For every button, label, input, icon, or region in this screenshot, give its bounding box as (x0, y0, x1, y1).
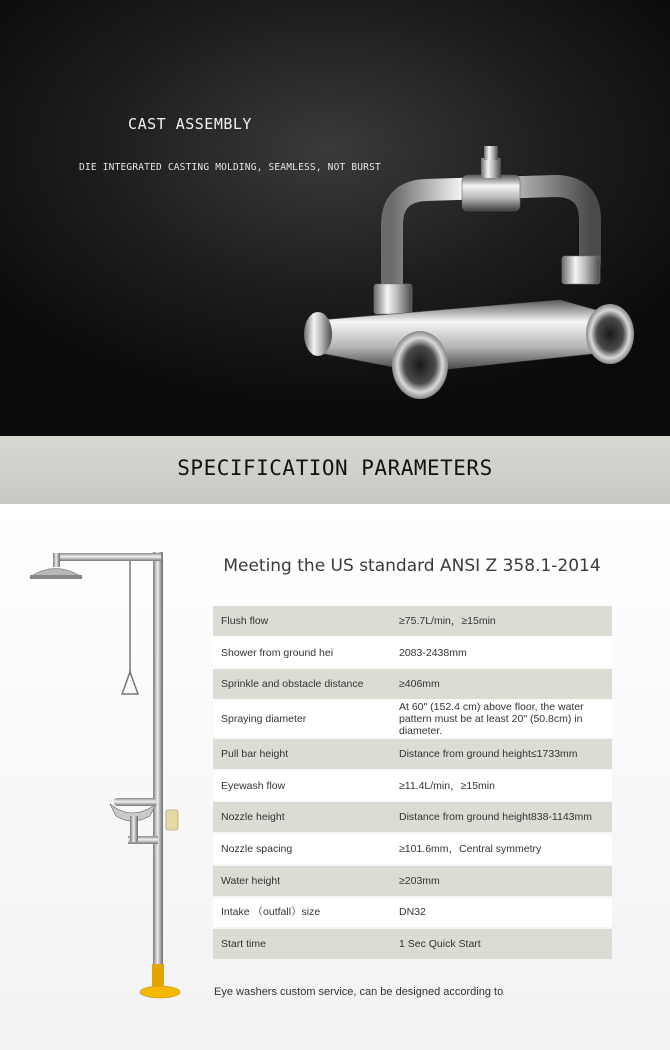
spec-label: Sprinkle and obstacle distance (213, 669, 383, 699)
spec-label: Spraying diameter (213, 701, 383, 737)
emergency-shower-image (0, 504, 200, 1050)
footnote: Eye washers custom service, can be designed according to (214, 986, 504, 998)
spec-value: ≥75.7L/min，≥15min (383, 606, 612, 636)
table-row (213, 606, 612, 636)
spec-label: Intake （outfall）size (213, 898, 383, 928)
spec-value: ≥203mm (383, 866, 612, 896)
spec-value: 2083-2438mm (383, 638, 612, 668)
table-row (213, 638, 612, 668)
table-row (213, 802, 612, 832)
spec-value: DN32 (383, 898, 612, 928)
spec-value: Distance from ground height≤1733mm (383, 739, 612, 769)
hero-subtitle: DIE INTEGRATED CASTING MOLDING, SEAMLESS, NOT BURST (79, 162, 381, 173)
spec-value: At 60" (152.4 cm) above floor, the water pattern must be at least 20" (50.8cm) in diameter. (383, 701, 612, 737)
spec-label: Nozzle spacing (213, 834, 383, 864)
spec-label: Eyewash flow (213, 771, 383, 801)
spec-label: Water height (213, 866, 383, 896)
spec-value: ≥406mm (383, 669, 612, 699)
table-row (213, 669, 612, 699)
valve-assembly-image (0, 0, 670, 436)
spec-value: ≥11.4L/min，≥15min (383, 771, 612, 801)
table-row (213, 866, 612, 896)
spec-value: 1 Sec Quick Start (383, 929, 612, 959)
standard-title: Meeting the US standard ANSI Z 358.1-2014 (223, 556, 601, 576)
table-row (213, 929, 612, 959)
hero-banner (0, 0, 670, 436)
table-row (213, 771, 612, 801)
table-row (213, 701, 612, 737)
spec-value: ≥101.6mm，Central symmetry (383, 834, 612, 864)
spec-label: Flush flow (213, 606, 383, 636)
table-row (213, 898, 612, 928)
table-row (213, 834, 612, 864)
spec-table (213, 606, 612, 961)
spec-label: Start time (213, 929, 383, 959)
spec-value: Distance from ground height838-1143mm (383, 802, 612, 832)
section-title: SPECIFICATION PARAMETERS (177, 456, 493, 480)
hero-title: CAST ASSEMBLY (128, 115, 252, 133)
spec-label: Shower from ground hei (213, 638, 383, 668)
spec-label: Nozzle height (213, 802, 383, 832)
table-row (213, 739, 612, 769)
spec-label: Pull bar height (213, 739, 383, 769)
